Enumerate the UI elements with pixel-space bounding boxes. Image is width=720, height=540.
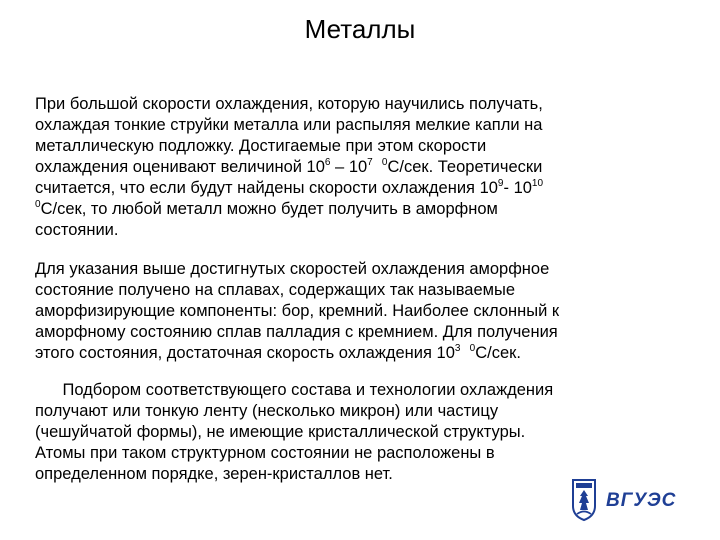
text-line: Подбором соответствующего состава и технологии охлаждения	[35, 381, 554, 399]
text-line: состоянии.	[35, 221, 119, 239]
text-fragment: этого состояния, достаточная скорость охлаждения 10	[35, 344, 455, 362]
text-line	[35, 199, 685, 220]
exponent: 7	[367, 157, 373, 168]
university-logo	[566, 476, 686, 524]
text-line	[35, 157, 685, 178]
text-line: получают или тонкую ленту (несколько микрон) или частицу	[35, 402, 499, 420]
university-emblem-icon	[570, 476, 598, 522]
paragraph-technology	[35, 380, 685, 485]
text-fragment: - 10	[503, 179, 532, 197]
paragraph-amorphous-alloys	[35, 259, 685, 364]
text-fragment: считается, что если будут найдены скорости охлаждения 10	[35, 179, 498, 197]
logo-text: ВГУЭС	[606, 490, 677, 511]
exponent: 9	[497, 178, 504, 189]
degree-mark: 0	[381, 157, 388, 168]
degree-mark: 0	[469, 343, 476, 354]
text-fragment: охлаждения оценивают величиной 10	[35, 158, 325, 176]
paragraph-cooling-rate	[35, 94, 685, 241]
exponent: 3	[454, 343, 461, 354]
text-line: определенном порядке, зерен-кристаллов нет.	[35, 465, 393, 483]
text-line: аморфизирующие компоненты: бор, кремний. Наиболее склонный к	[35, 302, 560, 320]
slide-title: Металлы	[304, 14, 416, 44]
exponent: 10	[531, 178, 544, 189]
text-line: Для указания выше достигнутых скоростей охлаждения аморфное	[35, 260, 550, 278]
degree-mark: 0	[35, 199, 41, 210]
text-line: (чешуйчатой формы), не имеющие кристаллической структуры.	[35, 423, 526, 441]
text-line: металлическую подложку. Достигаемые при этом скорости	[35, 137, 487, 155]
text-line	[35, 343, 685, 364]
text-line: Атомы при таком структурном состоянии не расположены в	[35, 444, 495, 462]
text-line: аморфному состоянию сплав палладия с кремнием. Для получения	[35, 323, 558, 341]
text-fragment	[460, 344, 469, 362]
text-line: состояние получено на сплавах, содержащих так называемые	[35, 281, 516, 299]
text-fragment: – 10	[330, 158, 368, 176]
exponent: 6	[324, 157, 331, 168]
text-line	[35, 178, 685, 199]
text-fragment: С/сек, то любой металл можно будет получить в аморфном	[40, 200, 498, 218]
text-fragment: С/сек.	[475, 344, 521, 362]
text-line: охлаждая тонкие струйки металла или распыляя мелкие капли на	[35, 116, 543, 134]
text-line: При большой скорости охлаждения, которую научились получать,	[35, 95, 543, 113]
text-fragment	[373, 158, 382, 176]
text-fragment: С/сек. Теоретически	[387, 158, 543, 176]
